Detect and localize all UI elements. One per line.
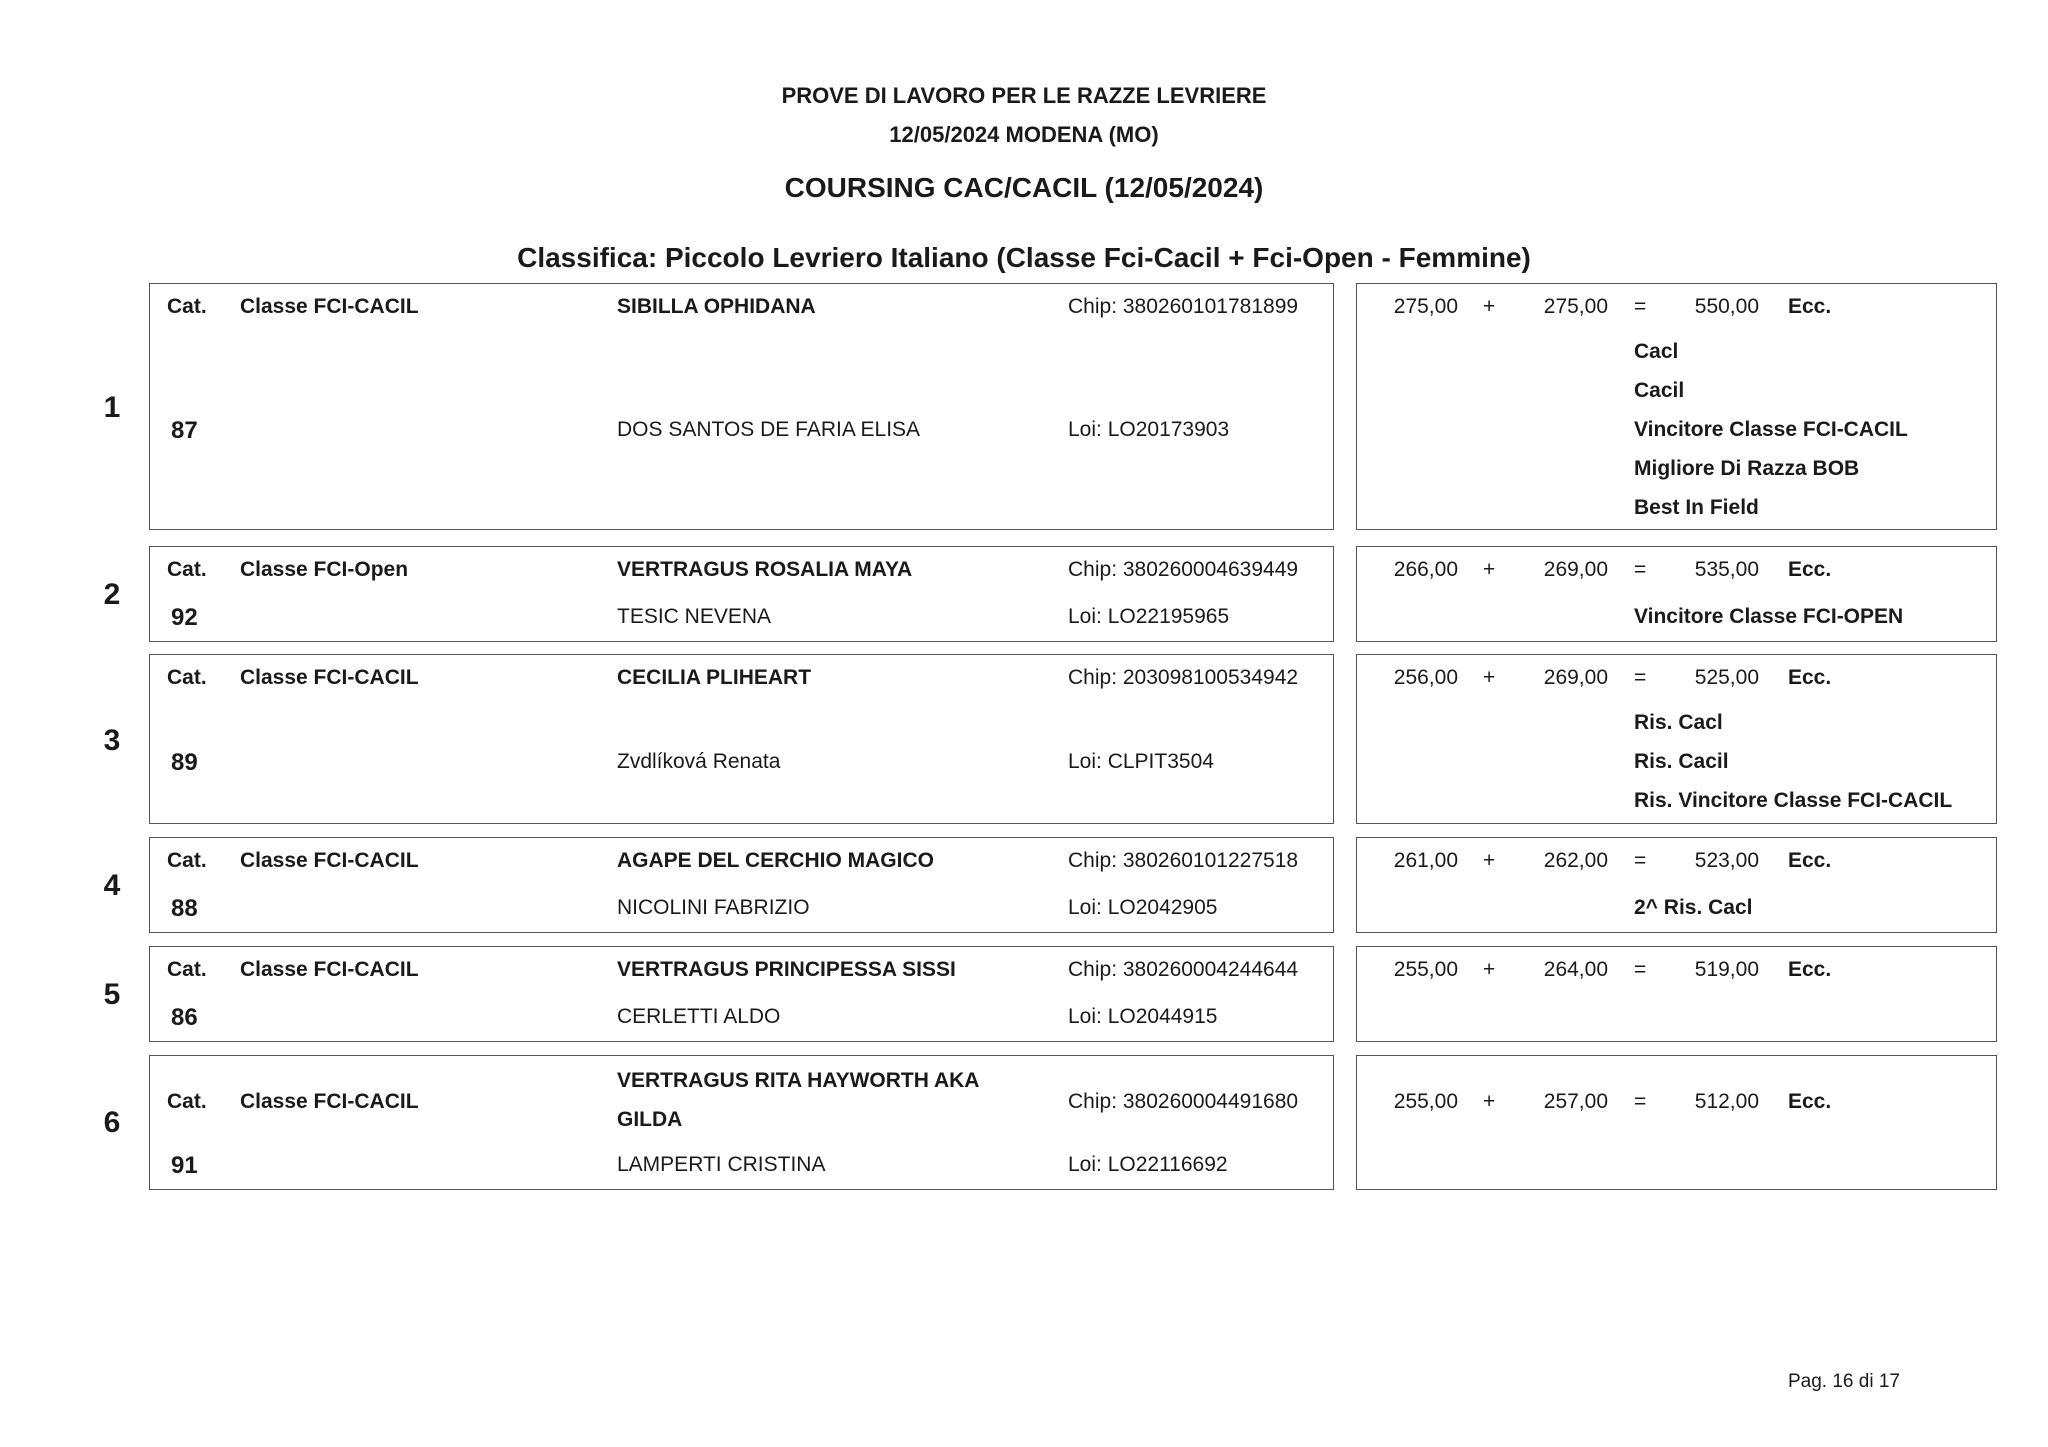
score-2: 269,00 (1543, 558, 1608, 581)
award: Cacl (1634, 340, 1679, 363)
total-score: 535,00 (1694, 558, 1759, 581)
event-title: COURSING CAC/CACIL (12/05/2024) (784, 172, 1264, 203)
chip-id: Chip: 380260101781899 (1068, 295, 1299, 318)
score-1: 266,00 (1393, 558, 1458, 581)
plus-sign: + (1483, 849, 1496, 872)
cat-label: Cat. (167, 1090, 207, 1113)
total-score: 550,00 (1694, 295, 1759, 318)
class-label: Classe FCI-CACIL (240, 1090, 419, 1113)
plus-sign: + (1483, 295, 1496, 318)
rank: 6 (103, 1106, 121, 1139)
loi-number: Loi: CLPIT3504 (1068, 750, 1214, 773)
cat-label: Cat. (167, 666, 207, 689)
owner-name: NICOLINI FABRIZIO (617, 896, 810, 919)
loi-number: Loi: LO2044915 (1068, 1005, 1218, 1028)
score-1: 255,00 (1393, 1090, 1458, 1113)
plus-sign: + (1483, 958, 1496, 981)
plus-sign: + (1483, 1090, 1496, 1113)
class-label: Classe FCI-CACIL (240, 295, 419, 318)
catalog-number: 86 (171, 1004, 198, 1031)
score-1: 275,00 (1393, 295, 1458, 318)
qualification: Ecc. (1788, 958, 1832, 981)
award: Ris. Vincitore Classe FCI-CACIL (1634, 789, 1953, 812)
score-2: 264,00 (1543, 958, 1608, 981)
dog-name: VERTRAGUS ROSALIA MAYA (617, 558, 913, 581)
page-number: Pag. 16 di 17 (1788, 1371, 1900, 1392)
doc-date-location: 12/05/2024 MODENA (MO) (889, 122, 1159, 147)
cat-label: Cat. (167, 295, 207, 318)
award: Vincitore Classe FCI-CACIL (1634, 418, 1908, 441)
score-1: 256,00 (1393, 666, 1458, 689)
qualification: Ecc. (1788, 295, 1832, 318)
classification-title: Classifica: Piccolo Levriero Italiano (Classe Fci-Cacil + Fci-Open - Femmine) (517, 242, 1531, 273)
rank: 3 (103, 724, 121, 757)
award: Migliore Di Razza BOB (1634, 457, 1860, 480)
score-1: 255,00 (1393, 958, 1458, 981)
award: Best In Field (1634, 496, 1759, 519)
entry-details-box (149, 654, 1334, 824)
catalog-number: 92 (171, 604, 198, 631)
equals-sign: = (1634, 849, 1647, 872)
loi-number: Loi: LO20173903 (1068, 418, 1230, 441)
dog-name: AGAPE DEL CERCHIO MAGICO (617, 849, 934, 872)
class-label: Classe FCI-CACIL (240, 958, 419, 981)
score-1: 261,00 (1393, 849, 1458, 872)
catalog-number: 91 (171, 1152, 198, 1179)
owner-name: DOS SANTOS DE FARIA ELISA (617, 418, 921, 441)
dog-name: SIBILLA OPHIDANA (617, 295, 816, 318)
plus-sign: + (1483, 666, 1496, 689)
chip-id: Chip: 203098100534942 (1068, 666, 1299, 689)
total-score: 523,00 (1694, 849, 1759, 872)
equals-sign: = (1634, 1090, 1647, 1113)
entry-scores-box (1356, 1055, 1997, 1190)
cat-label: Cat. (167, 958, 207, 981)
equals-sign: = (1634, 666, 1647, 689)
entry-scores-box (1356, 654, 1997, 824)
chip-id: Chip: 380260004491680 (1068, 1090, 1299, 1113)
owner-name: Zvdlíková Renata (617, 750, 781, 773)
rank: 4 (103, 869, 121, 902)
score-2: 257,00 (1543, 1090, 1608, 1113)
catalog-number: 87 (171, 417, 198, 444)
chip-id: Chip: 380260004639449 (1068, 558, 1299, 581)
class-label: Classe FCI-CACIL (240, 666, 419, 689)
cat-label: Cat. (167, 558, 207, 581)
dog-name-line-1: VERTRAGUS RITA HAYWORTH AKA (617, 1069, 980, 1092)
award: 2^ Ris. Cacl (1634, 896, 1753, 919)
total-score: 519,00 (1694, 958, 1759, 981)
owner-name: CERLETTI ALDO (617, 1005, 781, 1028)
entry-details-box (149, 546, 1334, 642)
loi-number: Loi: LO22116692 (1068, 1153, 1228, 1176)
qualification: Ecc. (1788, 558, 1832, 581)
rank: 5 (103, 978, 121, 1011)
award: Cacil (1634, 379, 1685, 402)
equals-sign: = (1634, 958, 1647, 981)
equals-sign: = (1634, 558, 1647, 581)
owner-name: TESIC NEVENA (617, 605, 772, 628)
qualification: Ecc. (1788, 1090, 1832, 1113)
plus-sign: + (1483, 558, 1496, 581)
class-label: Classe FCI-CACIL (240, 849, 419, 872)
rank: 1 (103, 391, 121, 424)
entry-scores-box (1356, 837, 1997, 933)
score-2: 262,00 (1543, 849, 1608, 872)
chip-id: Chip: 380260004244644 (1068, 958, 1299, 981)
award: Vincitore Classe FCI-OPEN (1634, 605, 1904, 628)
entry-scores-box (1356, 946, 1997, 1042)
entry-details-box (149, 283, 1334, 530)
dog-name: VERTRAGUS PRINCIPESSA SISSI (617, 958, 956, 981)
loi-number: Loi: LO2042905 (1068, 896, 1218, 919)
catalog-number: 89 (171, 749, 198, 776)
class-label: Classe FCI-Open (240, 558, 409, 581)
qualification: Ecc. (1788, 666, 1832, 689)
chip-id: Chip: 380260101227518 (1068, 849, 1299, 872)
equals-sign: = (1634, 295, 1647, 318)
entry-details-box (149, 1055, 1334, 1190)
entry-scores-box (1356, 546, 1997, 642)
total-score: 512,00 (1694, 1090, 1759, 1113)
entry-details-box (149, 946, 1334, 1042)
total-score: 525,00 (1694, 666, 1759, 689)
owner-name: LAMPERTI CRISTINA (617, 1153, 826, 1176)
award: Ris. Cacil (1634, 750, 1729, 773)
entry-details-box (149, 837, 1334, 933)
score-2: 275,00 (1543, 295, 1608, 318)
dog-name-line-2: GILDA (617, 1108, 683, 1131)
catalog-number: 88 (171, 895, 198, 922)
award: Ris. Cacl (1634, 711, 1723, 734)
entry-scores-box (1356, 283, 1997, 530)
loi-number: Loi: LO22195965 (1068, 605, 1230, 628)
qualification: Ecc. (1788, 849, 1832, 872)
dog-name: CECILIA PLIHEART (617, 666, 812, 689)
score-2: 269,00 (1543, 666, 1608, 689)
doc-title: PROVE DI LAVORO PER LE RAZZE LEVRIERE (781, 83, 1267, 108)
cat-label: Cat. (167, 849, 207, 872)
rank: 2 (103, 578, 121, 611)
